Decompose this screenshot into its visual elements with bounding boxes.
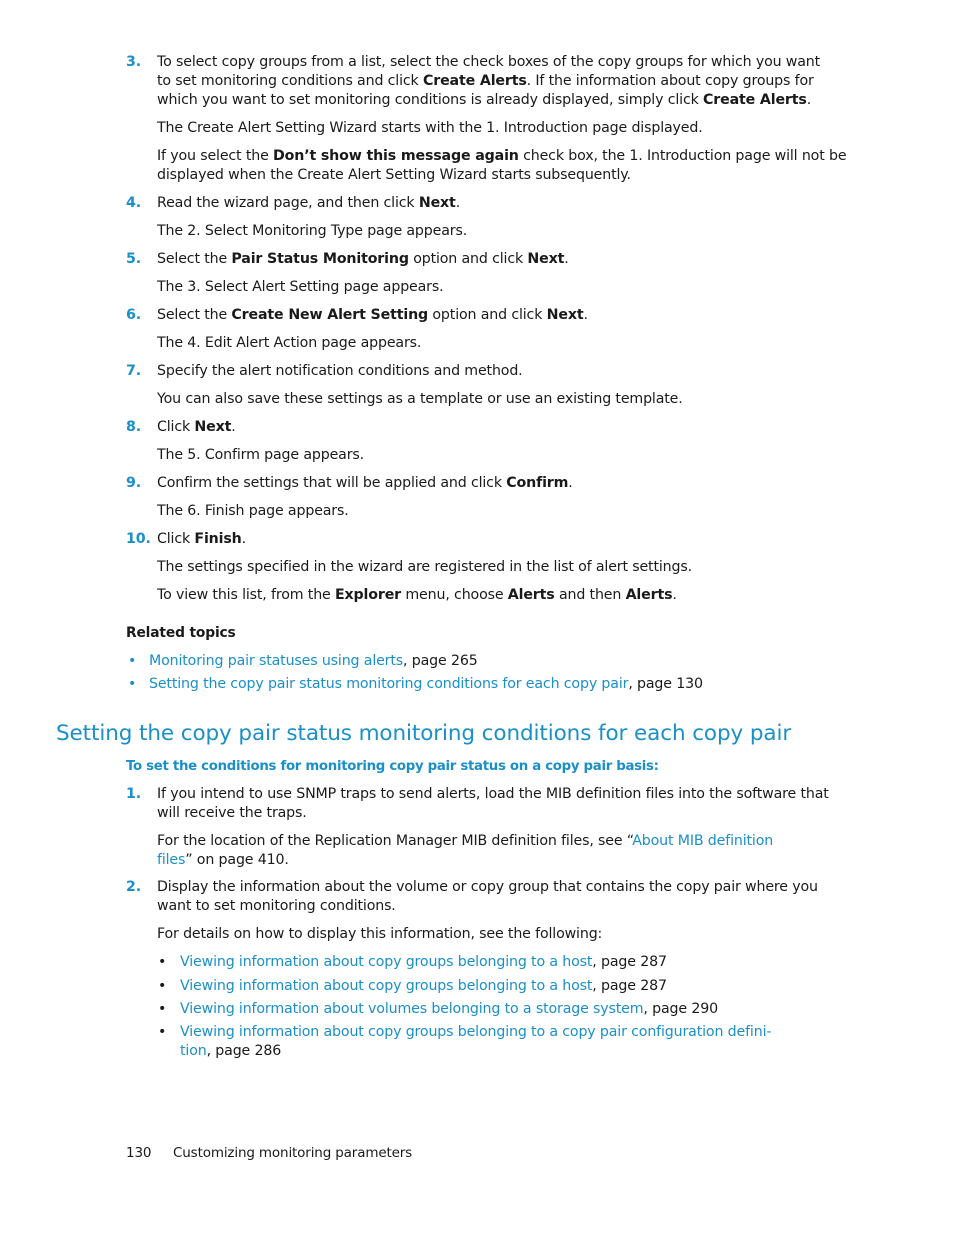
step-number: 4.	[126, 195, 141, 211]
chapter-title: Customizing monitoring parameters	[173, 1145, 413, 1161]
text-run: , page 265	[403, 653, 478, 669]
cross-reference-link[interactable]: Viewing information about copy groups belonging to a host	[180, 978, 593, 994]
cross-reference-link[interactable]: Viewing information about copy groups belonging to a host	[180, 954, 593, 970]
bold-term: Explorer	[335, 587, 402, 603]
step-paragraph	[157, 147, 846, 166]
step-text	[157, 897, 396, 916]
step-text	[157, 250, 569, 269]
step-text	[157, 362, 523, 381]
text-run: and then	[554, 587, 626, 603]
bold-term: Create New Alert Setting	[231, 307, 429, 323]
bullet-icon: •	[158, 1024, 167, 1040]
step-number: 9.	[126, 475, 141, 491]
text-run: Click	[157, 531, 195, 547]
text-run: ” on page 410.	[185, 852, 289, 868]
step-text	[157, 804, 307, 823]
text-run: The 4. Edit Alert Action page appears.	[157, 335, 422, 351]
step-number: 5.	[126, 251, 141, 267]
step-number: 3.	[126, 54, 141, 70]
text-run: The 6. Finish page appears.	[157, 503, 349, 519]
text-run: displayed when the Create Alert Setting Wizard starts subsequently.	[157, 167, 631, 183]
cross-reference-link[interactable]: Monitoring pair statuses using alerts	[149, 653, 404, 669]
bold-term: Next	[194, 419, 232, 435]
text-run: Read the wizard page, and then click	[157, 195, 419, 211]
cross-reference-link[interactable]: tion	[180, 1043, 207, 1059]
step-paragraph	[157, 222, 467, 241]
bold-term: Alerts	[507, 587, 555, 603]
step-paragraph	[157, 502, 349, 521]
text-run: You can also save these settings as a template or use an existing template.	[157, 391, 683, 407]
text-run: , page 286	[206, 1043, 282, 1059]
step-text	[157, 306, 588, 325]
page-number: 130	[126, 1145, 152, 1161]
step-paragraph	[157, 832, 773, 851]
text-run: Click	[157, 419, 195, 435]
text-run: To select copy groups from a list, select the check boxes of the copy groups for which you want	[157, 54, 821, 70]
step-number: 6.	[126, 307, 141, 323]
text-run: menu, choose	[401, 587, 508, 603]
step-paragraph	[157, 558, 692, 577]
related-topic-item	[149, 675, 703, 694]
text-run: , page 290	[643, 1001, 718, 1017]
text-run: .	[568, 475, 573, 491]
details-list-item	[180, 1042, 281, 1061]
bullet-icon: •	[158, 954, 167, 970]
text-run: Select the	[157, 307, 232, 323]
step-text	[157, 194, 460, 213]
cross-reference-link[interactable]: Viewing information about copy groups belonging to a copy pair configuration defini-	[180, 1024, 772, 1040]
text-run: , page 287	[592, 954, 667, 970]
step-text	[157, 530, 246, 549]
text-run: Select the	[157, 251, 232, 267]
step-text	[157, 72, 814, 91]
step-number: 8.	[126, 419, 141, 435]
cross-reference-link[interactable]: files	[157, 852, 186, 868]
text-run: .	[583, 307, 588, 323]
text-run: The 3. Select Alert Setting page appears.	[157, 279, 444, 295]
text-run: For the location of the Replication Manager MIB definition files, see “	[157, 833, 633, 849]
step-text	[157, 474, 573, 493]
cross-reference-link[interactable]: Setting the copy pair status monitoring conditions for each copy pair	[149, 676, 629, 692]
bold-term: Alerts	[625, 587, 673, 603]
cross-reference-link[interactable]: About MIB definition	[632, 833, 774, 849]
step-text	[157, 91, 811, 110]
text-run: The 2. Select Monitoring Type page appears.	[157, 223, 468, 239]
text-run: option and click	[408, 251, 528, 267]
bold-term: Next	[546, 307, 584, 323]
step-number: 2.	[126, 879, 141, 895]
text-run: option and click	[428, 307, 547, 323]
text-run: .	[455, 195, 461, 211]
step-paragraph	[157, 851, 289, 870]
step-paragraph	[157, 446, 364, 465]
step-number: 1.	[126, 786, 141, 802]
text-run: which you want to set monitoring conditions is already displayed, simply click	[157, 92, 704, 108]
text-run: .	[564, 251, 569, 267]
bullet-icon: •	[158, 978, 167, 994]
cross-reference-link[interactable]: Viewing information about volumes belonging to a storage system	[180, 1001, 644, 1017]
related-topics-heading: Related topics	[126, 625, 236, 641]
text-run: .	[672, 587, 677, 603]
related-topic-item	[149, 652, 478, 671]
bold-term: Pair Status Monitoring	[231, 251, 409, 267]
section-title: Setting the copy pair status monitoring conditions for each copy pair	[56, 721, 792, 746]
details-list-item	[180, 953, 667, 972]
text-run: check box, the 1. Introduction page will not be	[518, 148, 847, 164]
details-list-item	[180, 977, 667, 996]
text-run: Confirm the settings that will be applied and click	[157, 475, 507, 491]
details-list-item	[180, 1000, 718, 1019]
text-run: If you select the	[157, 148, 274, 164]
text-run: Specify the alert notification conditions and method.	[157, 363, 523, 379]
bold-term: Finish	[194, 531, 242, 547]
step-text	[157, 418, 236, 437]
text-run: , page 287	[592, 978, 667, 994]
text-run: .	[241, 531, 246, 547]
step-text	[157, 878, 818, 897]
bullet-icon: •	[128, 653, 137, 669]
step-paragraph	[157, 390, 683, 409]
text-run: For details on how to display this information, see the following:	[157, 926, 603, 942]
text-run: to set monitoring conditions and click	[157, 73, 423, 89]
step-number: 7.	[126, 363, 141, 379]
step-paragraph	[157, 586, 677, 605]
bullet-icon: •	[128, 676, 137, 692]
bullet-icon: •	[158, 1001, 167, 1017]
text-run: The Create Alert Setting Wizard starts with the 1. Introduction page displayed.	[157, 120, 703, 136]
step-paragraph	[157, 119, 703, 138]
text-run: .	[806, 92, 812, 108]
step-paragraph	[157, 278, 443, 297]
text-run: The 5. Confirm page appears.	[157, 447, 364, 463]
bold-term: Create Alerts	[703, 92, 807, 108]
text-run: . If the information about copy groups for	[526, 73, 814, 89]
step-number: 10.	[126, 531, 151, 547]
bold-term: Confirm	[506, 475, 569, 491]
bold-term: Don’t show this message again	[273, 148, 519, 164]
procedure-title: To set the conditions for monitoring copy pair status on a copy pair basis:	[126, 759, 659, 774]
text-run: To view this list, from the	[157, 587, 335, 603]
step-paragraph	[157, 334, 421, 353]
text-run: The settings specified in the wizard are registered in the list of alert settings.	[157, 559, 692, 575]
step-text	[157, 53, 820, 72]
text-run: will receive the traps.	[157, 805, 307, 821]
bold-term: Create Alerts	[422, 73, 527, 89]
details-list-item	[180, 1023, 771, 1042]
text-run: .	[231, 419, 236, 435]
text-run: want to set monitoring conditions.	[157, 898, 396, 914]
step-paragraph	[157, 925, 602, 944]
text-run: Display the information about the volume or copy group that contains the copy pair where you	[157, 879, 818, 895]
text-run: , page 130	[628, 676, 703, 692]
step-text	[157, 785, 829, 804]
bold-term: Next	[418, 195, 456, 211]
step-paragraph	[157, 166, 631, 185]
bold-term: Next	[527, 251, 565, 267]
text-run: If you intend to use SNMP traps to send alerts, load the MIB definition files into the software that	[157, 786, 829, 802]
